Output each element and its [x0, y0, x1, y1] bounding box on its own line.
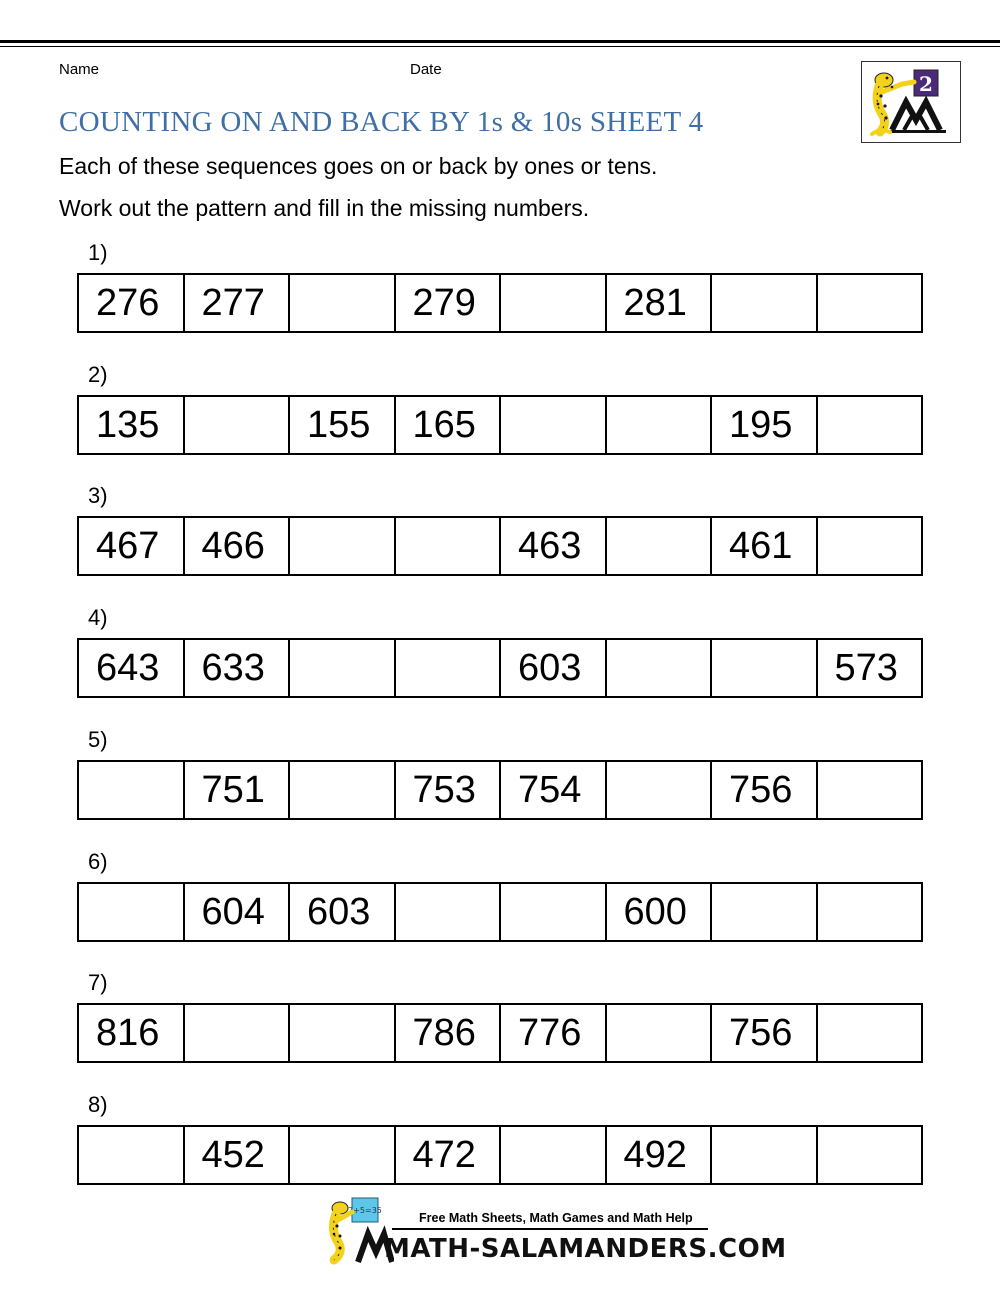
sequence-number-box: 603: [501, 640, 607, 696]
sequence-row: [77, 273, 923, 333]
name-label: Name: [59, 61, 100, 78]
sequence-number-box: 281: [607, 275, 713, 331]
blank-answer-box[interactable]: [607, 518, 713, 574]
blank-answer-box[interactable]: [79, 762, 185, 818]
sequence-number-box: 643: [79, 640, 185, 696]
question-number: 8): [88, 1091, 108, 1117]
blank-answer-box[interactable]: [396, 640, 502, 696]
sequence-number-box: 277: [185, 275, 291, 331]
salamander-grade-icon: [862, 62, 959, 141]
top-rule: [0, 40, 1000, 43]
sequence-number-box: 463: [501, 518, 607, 574]
blank-answer-box[interactable]: [818, 275, 922, 331]
blank-answer-box[interactable]: [185, 1005, 291, 1061]
question-number: 6): [88, 848, 108, 874]
instruction-line-1: Each of these sequences goes on or back by ones or tens.: [59, 153, 658, 179]
sequence-number-box: 135: [79, 397, 185, 453]
question-number: 4): [88, 605, 108, 631]
question-number: 3): [88, 483, 108, 509]
blank-answer-box[interactable]: [290, 518, 396, 574]
blank-answer-box[interactable]: [290, 1005, 396, 1061]
sequence-number-box: 816: [79, 1005, 185, 1061]
instruction-line-2: Work out the pattern and fill in the missing numbers.: [59, 195, 590, 221]
sequence-number-box: 472: [396, 1127, 502, 1183]
sequence-number-box: 276: [79, 275, 185, 331]
sequence-row: [77, 882, 923, 942]
sequence-row: [77, 1125, 923, 1185]
question-number: 7): [88, 970, 108, 996]
blank-answer-box[interactable]: [501, 397, 607, 453]
blank-answer-box[interactable]: [712, 275, 818, 331]
blank-answer-box[interactable]: [818, 1005, 922, 1061]
sequence-number-box: 600: [607, 884, 713, 940]
logo-sign-text: 7+5=35: [348, 1206, 382, 1215]
sequence-number-box: 753: [396, 762, 502, 818]
sequence-number-box: 633: [185, 640, 291, 696]
sequence-row: [77, 760, 923, 820]
blank-answer-box[interactable]: [712, 884, 818, 940]
sequence-number-box: 467: [79, 518, 185, 574]
blank-answer-box[interactable]: [607, 1005, 713, 1061]
worksheet-title: COUNTING ON AND BACK BY 1s & 10s SHEET 4: [59, 106, 704, 138]
blank-answer-box[interactable]: [712, 1127, 818, 1183]
footer-divider: [392, 1228, 708, 1230]
blank-answer-box[interactable]: [79, 884, 185, 940]
sequence-row: [77, 395, 923, 455]
sequence-number-box: 754: [501, 762, 607, 818]
blank-answer-box[interactable]: [290, 640, 396, 696]
sequence-number-box: 604: [185, 884, 291, 940]
sequence-number-box: 279: [396, 275, 502, 331]
sequence-number-box: 756: [712, 762, 818, 818]
sequence-number-box: 155: [290, 397, 396, 453]
grade-logo: [861, 61, 961, 143]
blank-answer-box[interactable]: [290, 762, 396, 818]
footer-logo: [322, 1196, 787, 1268]
sequence-number-box: 492: [607, 1127, 713, 1183]
question-number: 5): [88, 726, 108, 752]
sequence-row: [77, 638, 923, 698]
blank-answer-box[interactable]: [501, 1127, 607, 1183]
blank-answer-box[interactable]: [607, 397, 713, 453]
sequence-number-box: 461: [712, 518, 818, 574]
sequence-number-box: 195: [712, 397, 818, 453]
sequence-number-box: 165: [396, 397, 502, 453]
blank-answer-box[interactable]: [712, 640, 818, 696]
question-number: 2): [88, 361, 108, 387]
blank-answer-box[interactable]: [396, 518, 502, 574]
blank-answer-box[interactable]: [818, 397, 922, 453]
sequence-number-box: 452: [185, 1127, 291, 1183]
sequence-number-box: 751: [185, 762, 291, 818]
footer-tagline: Free Math Sheets, Math Games and Math Help: [419, 1211, 693, 1225]
blank-answer-box[interactable]: [818, 884, 922, 940]
sequence-row: [77, 516, 923, 576]
blank-answer-box[interactable]: [501, 275, 607, 331]
question-number: 1): [88, 240, 108, 265]
sequence-number-box: 776: [501, 1005, 607, 1061]
sequence-number-box: 786: [396, 1005, 502, 1061]
blank-answer-box[interactable]: [818, 1127, 922, 1183]
blank-answer-box[interactable]: [607, 762, 713, 818]
sequence-number-box: 573: [834, 647, 898, 690]
blank-answer-box[interactable]: [396, 884, 502, 940]
blank-answer-box[interactable]: [290, 1127, 396, 1183]
sequence-number-box: 756: [712, 1005, 818, 1061]
blank-answer-box[interactable]: [818, 518, 922, 574]
blank-answer-box[interactable]: [185, 397, 291, 453]
blank-answer-box[interactable]: [818, 762, 922, 818]
blank-answer-box[interactable]: [79, 1127, 185, 1183]
top-rule-thin: [0, 46, 1000, 47]
blank-answer-box[interactable]: [607, 640, 713, 696]
date-label: Date: [410, 61, 442, 78]
sequence-row: [77, 1003, 923, 1063]
sequence-number-box: 603: [290, 884, 396, 940]
blank-answer-box[interactable]: [290, 275, 396, 331]
grade-number: 2: [919, 72, 933, 96]
footer-site-name: MATH-SALAMANDERS.COM: [384, 1234, 787, 1264]
blank-answer-box[interactable]: [501, 884, 607, 940]
sequence-number-box: 466: [185, 518, 291, 574]
